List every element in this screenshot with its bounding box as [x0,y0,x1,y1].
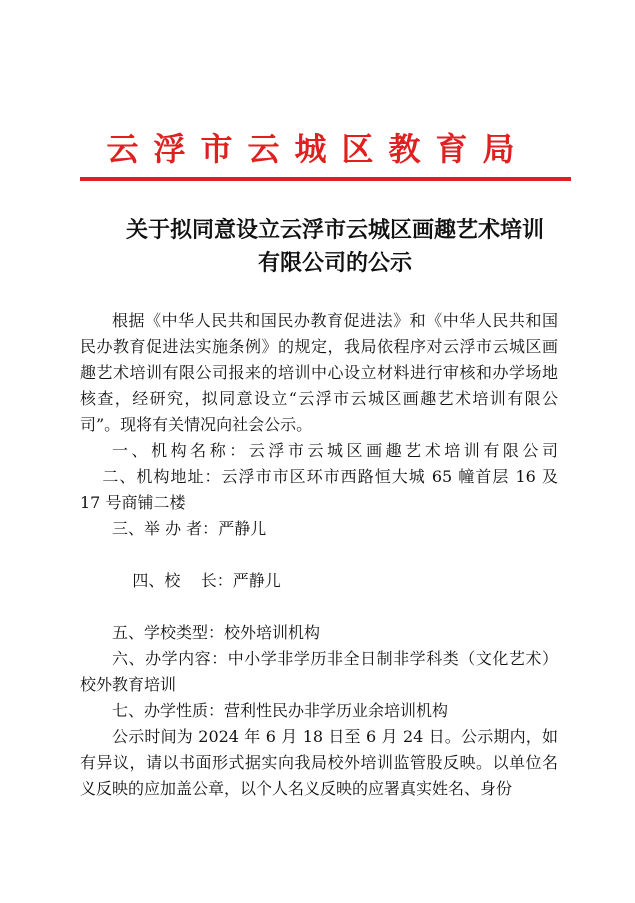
item-content-cont: 校外教育培训 [80,675,177,694]
item-label: 四、校 长： [132,571,233,590]
item-value: 严静儿 [232,571,281,590]
item-content [80,646,558,672]
document-title-line2: 有限公司的公示 [257,250,412,276]
document-body [80,308,558,802]
item-value: 营利性民办非学历业余培训机构 [224,701,449,720]
item-organizer [80,516,558,542]
item-value: 严静儿 [218,519,267,538]
item-label: 二、机构地址： [102,467,222,486]
red-header-rule [80,177,571,181]
item-value: 中小学非学历非全日制非学科类（文化艺术） [227,649,558,668]
item-org-name [80,438,558,464]
item-value: 校外培训机构 [224,623,321,642]
document-title-line1: 关于拟同意设立云浮市云城区画趣艺术培训 [125,217,544,243]
item-label: 一、机构名称： [112,441,249,460]
notice-paragraph: 公示时间为 2024 年 6 月 18 日至 6 月 24 日。公示期内，如有异议，请以书面形式据实向我局校外培训监管股反映。以单位名义反映的应加盖公章，以个人名义反映的应署真实姓名、身份 [80,727,558,798]
item-nature [80,698,558,724]
document-title [100,214,570,280]
item-principal [80,542,558,620]
item-label: 六、办学内容： [112,649,228,668]
item-value: 云浮市市区环市西路恒大城 65 幢首层 16 及 [221,467,558,486]
item-value: 云浮市云城区画趣艺术培训有限公司 [248,441,558,460]
item-org-address [80,464,558,490]
item-label: 三、举 办 者： [112,519,219,538]
item-label: 五、学校类型： [112,623,225,642]
item-org-address-cont: 17 号商铺二楼 [80,493,186,512]
intro-paragraph: 根据《中华人民共和国民办教育促进法》和《中华人民共和国民办教育促进法实施条例》的规定，我局依程序对云浮市云城区画趣艺术培训有限公司报来的培训中心设立材料进行审核和办学场地核查，经研究，拟同意设立“云浮市云城区画趣艺术培训有限公司”。现将有关情况向社会公示。 [80,311,558,434]
item-label: 七、办学性质： [112,701,225,720]
issuing-authority-header: 云浮市云城区教育局 [106,130,530,168]
item-school-type [80,620,558,646]
